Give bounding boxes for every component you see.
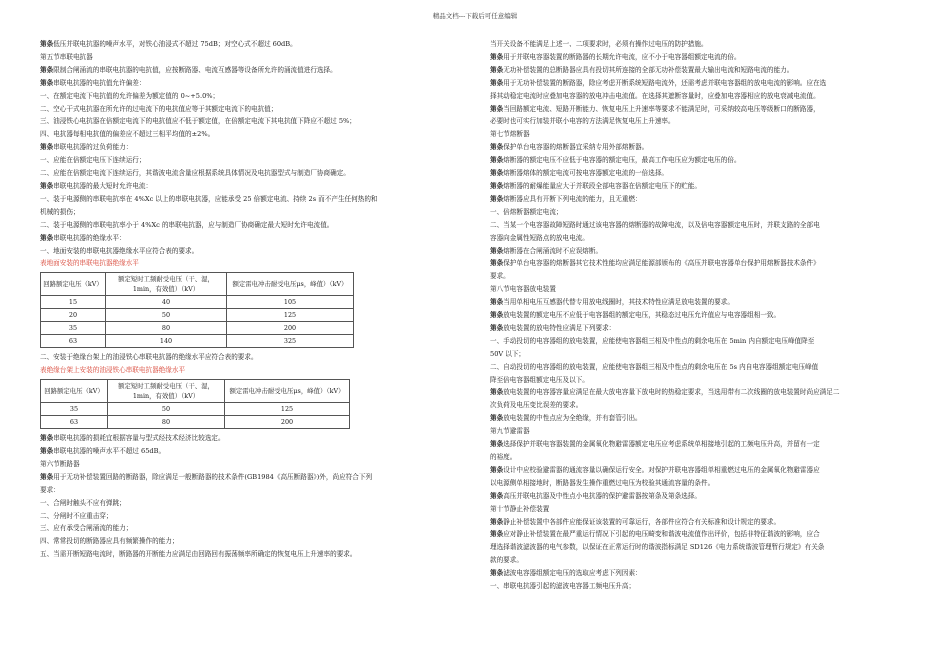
paragraph: 二、装于电源侧的串联电抗率小于 4%Xc 的串联电抗器，应与制造厂协商确定最大短时允许电流值。 [40,220,334,229]
paragraph: 第条串联电抗器的过负荷能力： [40,143,133,152]
paragraph: 第条串联电抗器的电抗值允许偏差： [40,78,146,87]
table-header-cell: 额定雷电冲击耐受电压μs，峰值）（kV） [227,273,354,296]
paragraph: 一、串联电抗器引起的滤波电容器工频电压升高； [490,582,636,591]
paragraph: 第条串联电抗器的绝缘水平： [40,233,126,242]
paragraph: 二、应能在倍额定电流下连续运行，其谐波电流含量应根据系统具体情况及电抗器型式与制造厂协商确定。 [40,169,350,178]
paragraph: 第条静止补偿装置中各部件应能保证该装置的可靠运行，各部件应符合有关标准和设计规定的要求。 [490,517,781,526]
insulation-level-table-ground [40,272,354,348]
paragraph: 第条放电装置的中性点应为全绝缘，并有套管引出。 [490,414,642,423]
paragraph: 第条熔断器熔体的额定电流可按电容器额定电流的一倍选择。 [490,169,669,178]
paragraph: 二、自动投切的电容器组的放电装置，应能使电容器组三相及中性点的剩余电压在 5s 内自电容器组额定电压峰值 [490,362,819,371]
paragraph: 第条用于无功补偿装置回路的断路器，除应满足一般断路器的技术条件(GB1984《高压断路器》)外，尚应符合下列 [40,472,373,481]
paragraph: 第条低压并联电抗器的噪声水平，对铁心油浸式不超过 75dB；对空心式不超过 60dB。 [40,40,297,48]
table-cell: 200 [225,416,350,429]
paragraph: 第条放电装置的电容器容量应满足在最大放电容量下放电时的热稳定要求，当选用带有二次线圈的放电装置时尚应满足二 [490,388,840,397]
insulation-level-table-platform [40,379,350,429]
page-header: 精品文档---下载后可任意编辑 [432,12,518,20]
table-cell: 20 [41,309,106,322]
table-cell: 140 [106,335,227,348]
paragraph: 第条熔断器应具有开断下列电流的能力，且无重燃： [490,194,642,203]
paragraph: 一、应能在倍额定电压下连续运行； [40,156,146,165]
table-caption: 表地面安装的串联电抗器绝缘水平 [40,259,139,268]
paragraph: 第条设计中应校验避雷器的通流容量以确保运行安全。对保护并联电容器组单相重燃过电压的金属氧化物避雷器应 [490,465,820,474]
table-cell: 63 [41,335,106,348]
paragraph: 容器向金属性短路点的放电电流。 [490,233,589,242]
paragraph: 第条放电装置的放电特性应满足下列要求： [490,323,616,332]
paragraph: 三、应有承受合闸涌流的能力； [40,524,133,533]
paragraph: 一、地面安装的串联电抗器绝缘水平应符合表的要求。 [40,246,199,255]
paragraph: 要求： [40,485,60,494]
table-cell: 80 [106,322,227,335]
paragraph: 二、安装于绝缘台架上的油浸铁心串联电抗器的绝缘水平应符合表的要求。 [40,353,258,362]
paragraph: 第条当回路额定电流、短路开断能力、恢复电压上升速率等要求不能满足时，可采纳较高电压等级断口的断路器， [490,104,820,113]
paragraph: 一、手动投切的电容器组的放电装置，应能使电容器组三相及中性点的剩余电压在 5min 内自额定电压峰值降至 [490,336,815,345]
table-cell: 15 [41,296,106,309]
table-cell: 35 [41,403,108,416]
paragraph: 第条保护单台电容器的熔断器其它技术性能均应满足能源部颁布的《高压并联电容器单台保护用熔断器技术条件》 [490,259,820,268]
paragraph: 一、装于电源侧的串联电抗率在 4%Xc 以上的串联电抗器，应能承受 25 倍额定电流、持续 2s 而不产生任何热的和 [40,194,378,203]
paragraph: 第条串联电抗器的损耗宜根据容量与型式经技术经济比较选定。 [40,434,225,443]
paragraph: 机械的损伤； [40,207,80,216]
paragraph: 款的要求。 [490,556,523,565]
paragraph: 第条熔断器在合闸涌流时不应误熔断。 [490,246,603,255]
paragraph: 第条高压并联电抗器及中性点小电抗器的保护避雷器按第条及第条选择。 [490,491,701,500]
table-cell: 40 [106,296,227,309]
paragraph: 一、倍熔断器额定电流； [490,207,563,216]
paragraph: 第条保护单台电容器的熔断器宜采纳专用外部熔断器。 [490,143,649,152]
table-row [41,335,354,348]
paragraph: 第条串联电抗器的最大短时允许电流： [40,181,153,190]
section-heading: 第九节避雷器 [490,427,530,436]
paragraph: 次负荷及电压变比误差的要求。 [490,401,583,410]
paragraph: 第条限制合闸涌流的串联电抗器的电抗值，应按断路器、电流互感器等设备所允许的涌流值进行选择。 [40,65,337,74]
section-heading: 第八节电容器放电装置 [490,285,556,294]
paragraph: 的裕度。 [490,453,517,461]
paragraph: 四、电抗器每相电抗值的偏差应不超过三相平均值的±2%。 [40,130,215,139]
table-cell: 125 [225,403,350,416]
table-cell: 325 [227,335,354,348]
section-heading: 第七节熔断器 [490,130,530,139]
paragraph: 一、在额定电流下电抗值的允许偏差为额定值的 0~+5.0%； [40,91,220,100]
table-row [41,416,350,429]
paragraph: 三、油浸铁心电抗器在倍额定电流下的电抗值应不低于额定值，在倍额定电流下其电抗值下降应不超过 5%； [40,117,356,126]
paragraph: 二、空心干式电抗器在所允许的过电流下的电抗值应等于其额定电流下的电抗值； [40,104,278,113]
paragraph: 二、当某一个电容器故障短路时通过该电容器的熔断器的故障电流，以及倍电容器额定电压时，并联支路的全部电 [490,220,820,229]
table-row [41,309,354,322]
table-row [41,296,354,309]
table-row [41,322,354,335]
table-cell: 50 [106,309,227,322]
table-header-cell: 回路额定电压（kV） [41,273,106,296]
paragraph: 50V 以下； [490,349,526,358]
section-heading: 第六节断路器 [40,459,80,468]
paragraph: 四、常常投切的断路器应具有频繁操作的能力； [40,537,179,546]
paragraph: 以电源侧单相接地时，断路器发生操作重燃过电压为校验其通流容量的条件。 [490,478,715,487]
table-caption: 表绝缘台架上安装的油浸铁心串联电抗器绝缘水平 [40,366,186,375]
paragraph: 第条用于并联电容器装置的断路器的长期允许电流，应不小于电容器组额定电流的倍。 [490,52,741,61]
paragraph: 第条用于无功补偿装置的断路器，除应考虑开断系统短路电流外，还需考虑并联电容器组的放电电流的影响。应在选 [490,78,827,87]
paragraph: 第条放电装置的额定电压不应低于电容器组的额定电压，其稳态过电压允许值应与电容器组相一致。 [490,311,781,320]
table-cell: 125 [227,309,354,322]
table-header-cell: 额定短时工频耐受电压（干、湿，1min，有效值）（kV） [106,273,227,296]
paragraph: 第条无功补偿装置的总断路器应具有投切其所连接的全部无功补偿装置最大输出电流和短路电流的能力。 [490,65,794,74]
paragraph: 当开关设备不能满足上述一、二项要求时，必须有操作过电压的防护措施。 [490,40,708,48]
table-cell: 105 [227,296,354,309]
paragraph: 第条滤波电容器组额定电压的选取应考虑下列因素： [490,569,642,578]
table-header-cell: 回路额定电压（kV） [41,380,108,403]
table-cell: 50 [108,403,225,416]
paragraph: 第条应对静止补偿装置在最严重运行情况下引起的电压畸变和谐波电流值作出评价，包括非特征谐波的影响，应合 [490,530,820,539]
paragraph: 五、当需开断短路电流时，断路器的开断能力应满足由回路回有振荡频率所确定的恢复电压上升速率的要求。 [40,550,357,559]
right-column [490,38,922,593]
section-heading: 第十节静止补偿装置 [490,504,550,513]
paragraph: 理选择谐波滤波器的电气参数，以保证在正常运行时的谐波指标满足 SD126《电力系统谐波管理暂行规定》有关条 [490,543,825,552]
table-header-cell: 额定短时工频耐受电压（干、湿，1min，有效值）（kV） [108,380,225,403]
section-heading: 第五节串联电抗器 [40,52,93,61]
table-header-cell: 额定雷电冲击耐受电压μs，峰值）（kV） [225,380,350,403]
paragraph: 二、分闸时不应重击穿； [40,511,113,520]
paragraph: 第条熔断器的额定电压不应低于电容器的额定电压，最高工作电压应为额定电压的倍。 [490,156,741,165]
paragraph: 第条熔断器的耐爆能量应大于并联段全部电容器在倍额定电压下的贮能。 [490,181,701,190]
table-cell: 80 [108,416,225,429]
left-column [40,38,470,561]
paragraph: 要求。 [490,272,510,281]
paragraph: 必要时也可实行加装并联小电容的方法满足恢复电压上升速率。 [490,117,675,126]
paragraph: 择其动稳定电流时应叠加电容器的放电冲击电流值。在选择其遮断容量时，应叠加电容器相应的放电衰减电流值。 [490,91,820,100]
paragraph: 一、合闸时触头不应有弹跳； [40,498,126,507]
table-cell: 200 [227,322,354,335]
paragraph: 降至倍电容器组额定电压及以下。 [490,375,589,384]
paragraph: 第条选择保护并联电容器装置的金属氧化物避雷器额定电压应考虑系统单相接地引起的工频电压升高，并留有一定 [490,440,820,449]
table-cell: 63 [41,416,108,429]
table-cell: 35 [41,322,106,335]
paragraph: 第条当用单相电压互感器代替专用放电线圈时，其技术特性应满足放电装置的要求。 [490,298,734,307]
paragraph: 第条串联电抗器的噪声水平不超过 65dB。 [40,447,166,456]
table-row [41,403,350,416]
